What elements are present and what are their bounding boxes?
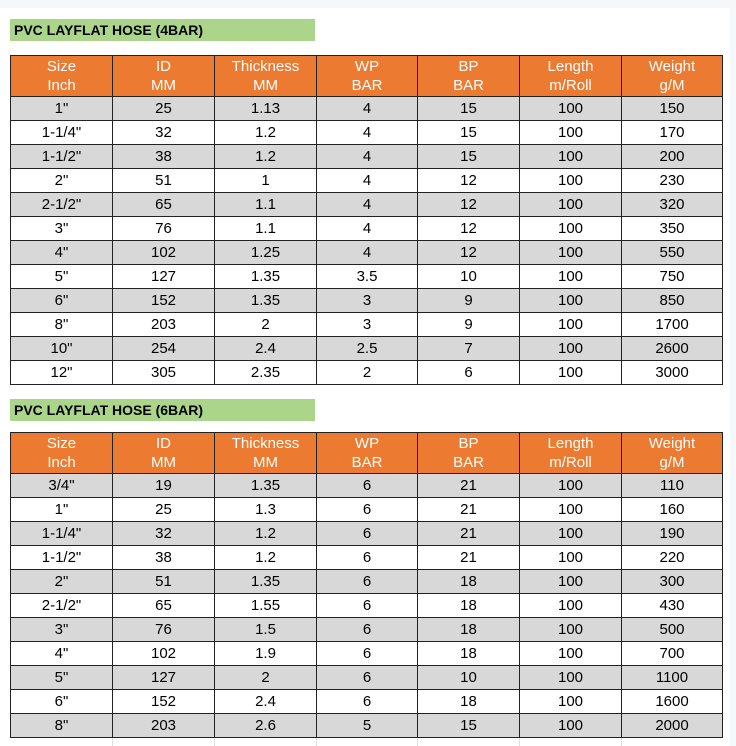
table-cell: 6" xyxy=(11,289,113,313)
column-header-unit: MM xyxy=(253,77,278,94)
column-header xyxy=(622,433,723,474)
column-header-label: Weight xyxy=(648,58,696,75)
table-cell: 8" xyxy=(11,714,113,738)
table-cell: 6 xyxy=(418,361,520,385)
table-cell: 100 xyxy=(520,570,622,594)
column-header-unit: m/Roll xyxy=(549,454,592,471)
table-cell: 4 xyxy=(317,121,418,145)
table-cell: 500 xyxy=(622,618,723,642)
column-header-unit: g/M xyxy=(659,454,685,471)
table-cell: 10 xyxy=(418,666,520,690)
table-cell: 170 xyxy=(622,121,723,145)
table-cell: 100 xyxy=(520,498,622,522)
table-cell: 2" xyxy=(11,169,113,193)
table-cell: 2000 xyxy=(622,714,723,738)
column-header-label: WP xyxy=(354,435,380,452)
table-cell: 3" xyxy=(11,217,113,241)
table-cell: 1.2 xyxy=(215,546,317,570)
table-cell: 1.3 xyxy=(215,498,317,522)
column-header xyxy=(317,433,418,474)
column-header-label: Length xyxy=(547,58,594,75)
table-cell: 2.4 xyxy=(215,690,317,714)
table-cell: 18 xyxy=(418,594,520,618)
table-cell: 18 xyxy=(418,618,520,642)
grid-line xyxy=(316,738,317,746)
table-cell: 4 xyxy=(317,193,418,217)
table-cell: 203 xyxy=(113,313,215,337)
column-header xyxy=(520,56,622,97)
table-row xyxy=(11,241,723,265)
table-cell: 21 xyxy=(418,546,520,570)
table-cell: 6 xyxy=(317,666,418,690)
table-cell: 6 xyxy=(317,474,418,498)
column-header xyxy=(622,56,723,97)
table-cell: 100 xyxy=(520,241,622,265)
table-cell: 1.35 xyxy=(215,570,317,594)
column-header-unit: BAR xyxy=(351,77,383,94)
table-row xyxy=(11,169,723,193)
table-cell: 300 xyxy=(622,570,723,594)
table-cell: 1.35 xyxy=(215,474,317,498)
table-cell: 6 xyxy=(317,690,418,714)
table-cell: 100 xyxy=(520,546,622,570)
table-cell: 190 xyxy=(622,522,723,546)
table-row xyxy=(11,498,723,522)
table-row xyxy=(11,690,723,714)
table-cell: 230 xyxy=(622,169,723,193)
table-cell: 10" xyxy=(11,337,113,361)
table-cell: 2 xyxy=(317,361,418,385)
table-cell: 4 xyxy=(317,217,418,241)
table-cell: 100 xyxy=(520,474,622,498)
table-cell: 18 xyxy=(418,570,520,594)
table-cell: 1.1 xyxy=(215,193,317,217)
table-cell: 100 xyxy=(520,690,622,714)
table-cell: 12 xyxy=(418,193,520,217)
table-cell: 1-1/4" xyxy=(11,121,113,145)
table-cell: 750 xyxy=(622,265,723,289)
column-header-unit: m/Roll xyxy=(549,77,592,94)
grid-line xyxy=(519,738,520,746)
table-cell: 1" xyxy=(11,97,113,121)
table-cell: 2-1/2" xyxy=(11,193,113,217)
table-row xyxy=(11,666,723,690)
table-cell: 12 xyxy=(418,169,520,193)
column-header-label: WP xyxy=(354,58,380,75)
table-cell: 2.6 xyxy=(215,714,317,738)
column-header-unit: MM xyxy=(253,454,278,471)
table-cell: 18 xyxy=(418,642,520,666)
table-cell: 1.2 xyxy=(215,145,317,169)
table-cell: 430 xyxy=(622,594,723,618)
table-cell: 76 xyxy=(113,618,215,642)
table-cell: 6 xyxy=(317,642,418,666)
table-cell: 32 xyxy=(113,121,215,145)
table-cell: 5 xyxy=(317,714,418,738)
table-cell: 100 xyxy=(520,618,622,642)
spec-table-4bar xyxy=(10,55,723,385)
table-cell: 1700 xyxy=(622,313,723,337)
table-cell: 1.2 xyxy=(215,522,317,546)
table-cell: 150 xyxy=(622,97,723,121)
table-cell: 18 xyxy=(418,690,520,714)
table-cell: 100 xyxy=(520,666,622,690)
table-cell: 700 xyxy=(622,642,723,666)
table-cell: 6 xyxy=(317,546,418,570)
table-cell: 127 xyxy=(113,265,215,289)
table-row xyxy=(11,714,723,738)
table-row xyxy=(11,265,723,289)
table-cell: 100 xyxy=(520,217,622,241)
table-cell: 9 xyxy=(418,289,520,313)
table-cell: 2.35 xyxy=(215,361,317,385)
column-header xyxy=(215,56,317,97)
table-cell: 110 xyxy=(622,474,723,498)
table-cell: 51 xyxy=(113,169,215,193)
table-cell: 4 xyxy=(317,241,418,265)
header-row xyxy=(11,433,723,474)
spec-table-6bar xyxy=(10,432,723,738)
spreadsheet-sheet xyxy=(0,8,730,746)
table-cell: 19 xyxy=(113,474,215,498)
column-header xyxy=(113,433,215,474)
table-cell: 4" xyxy=(11,642,113,666)
table-row xyxy=(11,97,723,121)
table-cell: 102 xyxy=(113,241,215,265)
table-cell: 6" xyxy=(11,690,113,714)
column-header-label: BP xyxy=(458,435,479,452)
table-cell: 1.5 xyxy=(215,618,317,642)
table-cell: 51 xyxy=(113,570,215,594)
table-cell: 3.5 xyxy=(317,265,418,289)
table-row xyxy=(11,289,723,313)
table-cell: 6 xyxy=(317,618,418,642)
table-cell: 12 xyxy=(418,241,520,265)
column-header xyxy=(418,56,520,97)
column-header-unit: BAR xyxy=(453,77,484,94)
table-cell: 2.4 xyxy=(215,337,317,361)
table-cell: 65 xyxy=(113,193,215,217)
table-cell: 1-1/2" xyxy=(11,145,113,169)
column-header-label: Length xyxy=(547,435,594,452)
table-cell: 3000 xyxy=(622,361,723,385)
table-row xyxy=(11,642,723,666)
table-cell: 38 xyxy=(113,145,215,169)
table-cell: 21 xyxy=(418,474,520,498)
table-cell: 1.13 xyxy=(215,97,317,121)
column-header-unit: g/M xyxy=(659,77,685,94)
table-cell: 1.55 xyxy=(215,594,317,618)
table-row xyxy=(11,217,723,241)
grid-line xyxy=(417,738,418,746)
table-cell: 550 xyxy=(622,241,723,265)
column-header-label: Weight xyxy=(648,435,696,452)
table-cell: 1100 xyxy=(622,666,723,690)
table-cell: 152 xyxy=(113,690,215,714)
table-cell: 1.35 xyxy=(215,289,317,313)
table-cell: 850 xyxy=(622,289,723,313)
table-cell: 1-1/4" xyxy=(11,522,113,546)
table-cell: 15 xyxy=(418,97,520,121)
table-cell: 25 xyxy=(113,97,215,121)
table-cell: 320 xyxy=(622,193,723,217)
column-header-label: Thickness xyxy=(231,58,300,75)
table-cell: 12" xyxy=(11,361,113,385)
column-header-label: Thickness xyxy=(231,435,300,452)
table-cell: 76 xyxy=(113,217,215,241)
column-header xyxy=(317,56,418,97)
table-cell: 4" xyxy=(11,241,113,265)
table-cell: 7 xyxy=(418,337,520,361)
table-row xyxy=(11,121,723,145)
table-cell: 100 xyxy=(520,594,622,618)
table-cell: 3/4" xyxy=(11,474,113,498)
table-cell: 5" xyxy=(11,666,113,690)
table-row xyxy=(11,337,723,361)
table-cell: 25 xyxy=(113,498,215,522)
table-cell: 6 xyxy=(317,522,418,546)
table-cell: 203 xyxy=(113,714,215,738)
column-header-unit: MM xyxy=(151,454,176,471)
table-cell: 100 xyxy=(520,337,622,361)
table-cell: 100 xyxy=(520,97,622,121)
column-header-label: BP xyxy=(458,58,479,75)
table-cell: 2600 xyxy=(622,337,723,361)
column-header xyxy=(418,433,520,474)
table-cell: 1.35 xyxy=(215,265,317,289)
table-cell: 15 xyxy=(418,145,520,169)
table-cell: 4 xyxy=(317,169,418,193)
table-cell: 100 xyxy=(520,121,622,145)
table-cell: 2 xyxy=(215,666,317,690)
table-cell: 100 xyxy=(520,313,622,337)
table-cell: 3 xyxy=(317,313,418,337)
table-cell: 21 xyxy=(418,522,520,546)
table-cell: 1600 xyxy=(622,690,723,714)
column-header-unit: BAR xyxy=(351,454,383,471)
table-row xyxy=(11,618,723,642)
table-cell: 160 xyxy=(622,498,723,522)
table-cell: 10 xyxy=(418,265,520,289)
table-cell: 2 xyxy=(215,313,317,337)
table-row xyxy=(11,570,723,594)
table-cell: 305 xyxy=(113,361,215,385)
table-cell: 100 xyxy=(520,169,622,193)
section-title-4bar: PVC LAYFLAT HOSE (4BAR) xyxy=(10,19,315,41)
table-cell: 100 xyxy=(520,145,622,169)
column-header-label: Size xyxy=(46,435,77,452)
table-row xyxy=(11,313,723,337)
table-cell: 100 xyxy=(520,714,622,738)
section-title-6bar: PVC LAYFLAT HOSE (6BAR) xyxy=(10,399,315,421)
table-cell: 12 xyxy=(418,217,520,241)
table-cell: 15 xyxy=(418,121,520,145)
table-cell: 100 xyxy=(520,289,622,313)
table-cell: 100 xyxy=(520,193,622,217)
table-cell: 4 xyxy=(317,145,418,169)
table-cell: 9 xyxy=(418,313,520,337)
table-cell: 6 xyxy=(317,570,418,594)
table-cell: 6 xyxy=(317,594,418,618)
table-cell: 1" xyxy=(11,498,113,522)
table-cell: 2" xyxy=(11,570,113,594)
table-cell: 102 xyxy=(113,642,215,666)
table-cell: 6 xyxy=(317,498,418,522)
table-cell: 350 xyxy=(622,217,723,241)
column-header-label: ID xyxy=(156,435,171,452)
table-cell: 2-1/2" xyxy=(11,594,113,618)
table-cell: 8" xyxy=(11,313,113,337)
table-cell: 5" xyxy=(11,265,113,289)
table-cell: 100 xyxy=(520,361,622,385)
table-cell: 15 xyxy=(418,714,520,738)
table-cell: 254 xyxy=(113,337,215,361)
table-cell: 152 xyxy=(113,289,215,313)
table-cell: 3 xyxy=(317,289,418,313)
column-header-unit: MM xyxy=(151,77,176,94)
table-row xyxy=(11,474,723,498)
table-row xyxy=(11,594,723,618)
column-header xyxy=(215,433,317,474)
header-row xyxy=(11,56,723,97)
table-row xyxy=(11,546,723,570)
column-header-unit: Inch xyxy=(47,77,76,94)
table-cell: 1-1/2" xyxy=(11,546,113,570)
grid-line xyxy=(112,738,113,746)
column-header xyxy=(520,433,622,474)
table-cell: 1.2 xyxy=(215,121,317,145)
table-row xyxy=(11,361,723,385)
table-cell: 1.25 xyxy=(215,241,317,265)
table-cell: 100 xyxy=(520,522,622,546)
table-cell: 38 xyxy=(113,546,215,570)
column-header-label: ID xyxy=(156,58,171,75)
column-header-label: Size xyxy=(46,58,77,75)
table-row xyxy=(11,193,723,217)
table-cell: 127 xyxy=(113,666,215,690)
table-cell: 1.1 xyxy=(215,217,317,241)
table-cell: 200 xyxy=(622,145,723,169)
table-cell: 100 xyxy=(520,642,622,666)
column-header-unit: BAR xyxy=(453,454,484,471)
table-cell: 220 xyxy=(622,546,723,570)
column-header xyxy=(11,56,113,97)
table-cell: 2.5 xyxy=(317,337,418,361)
table-cell: 32 xyxy=(113,522,215,546)
table-cell: 3" xyxy=(11,618,113,642)
column-header xyxy=(113,56,215,97)
table-cell: 21 xyxy=(418,498,520,522)
table-cell: 4 xyxy=(317,97,418,121)
table-row xyxy=(11,145,723,169)
column-header-unit: Inch xyxy=(47,454,76,471)
table-cell: 1.9 xyxy=(215,642,317,666)
grid-line xyxy=(621,738,622,746)
table-cell: 65 xyxy=(113,594,215,618)
table-cell: 100 xyxy=(520,265,622,289)
table-row xyxy=(11,522,723,546)
column-header xyxy=(11,433,113,474)
table-cell: 1 xyxy=(215,169,317,193)
grid-line xyxy=(214,738,215,746)
